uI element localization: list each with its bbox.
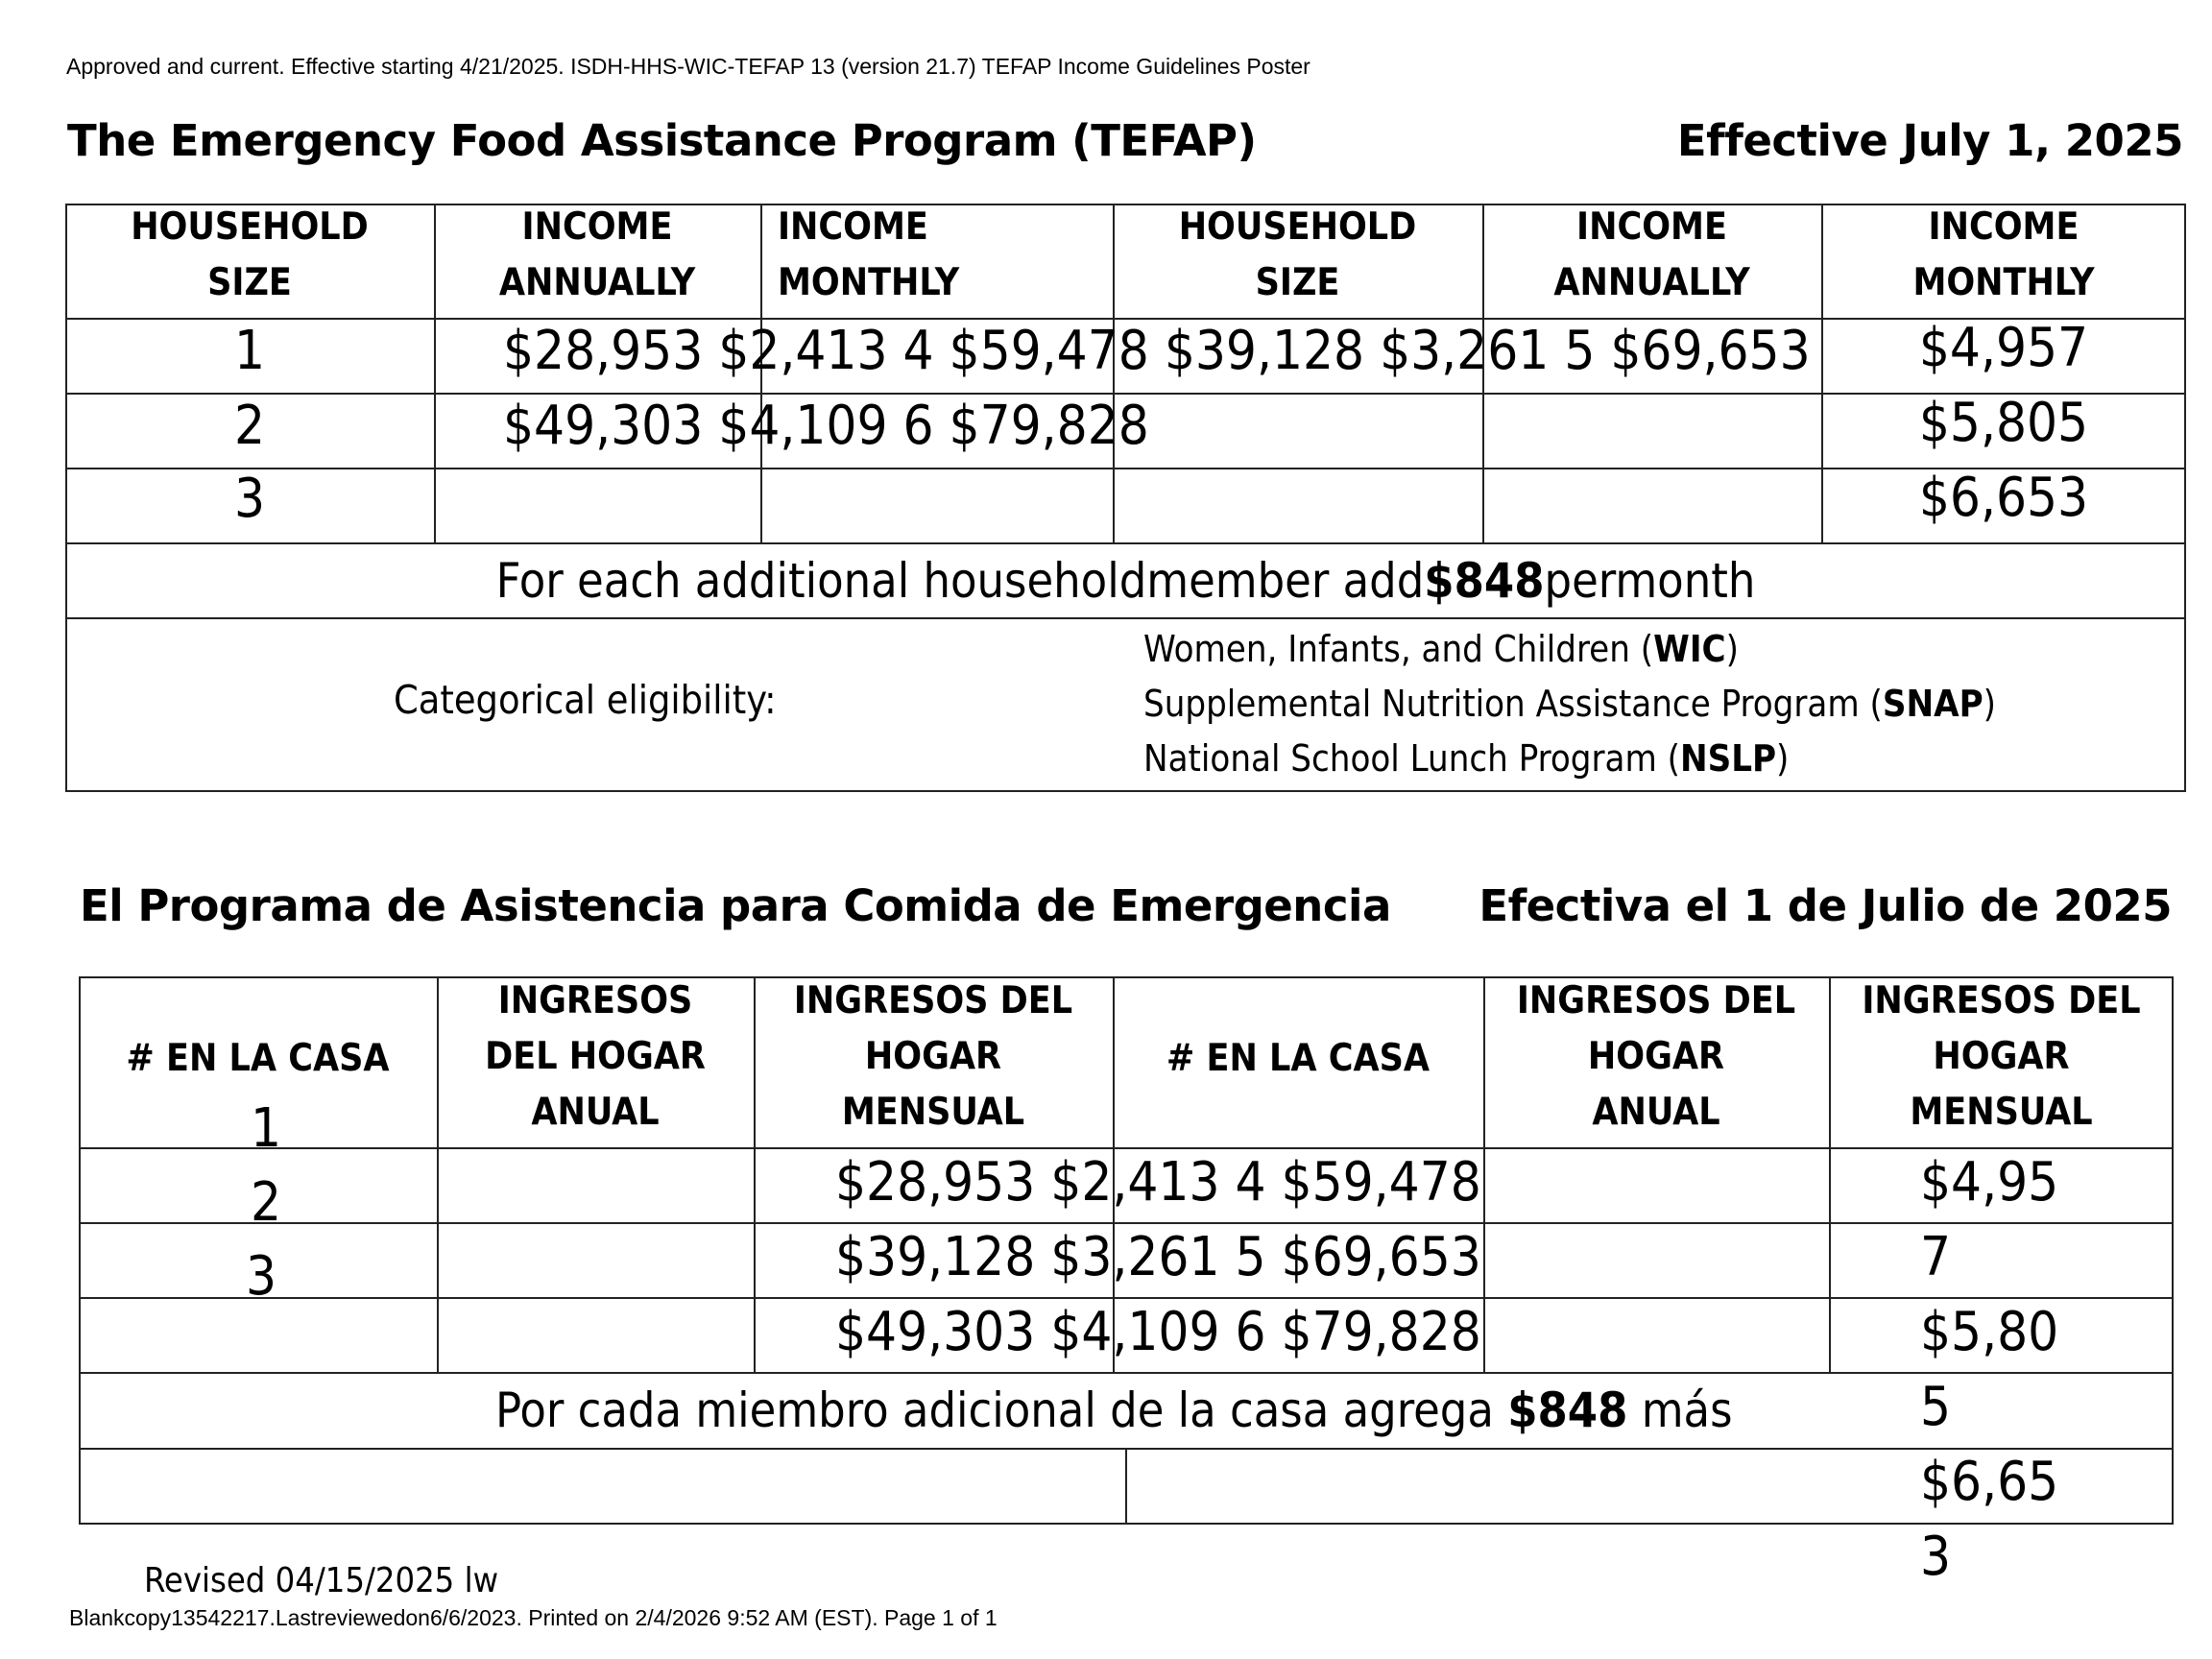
header-en-la-casa-2: # EN LA CASA (1166, 1037, 1431, 1080)
program-name: National School Lunch Program ( (1143, 737, 1680, 780)
row-1-household-size: 1 (233, 320, 266, 382)
es-monthly-fragment: $4,95 (1920, 1151, 2059, 1214)
es-monthly-fragment: 7 (1920, 1226, 1952, 1288)
table-rule (79, 1372, 2174, 1374)
program-close: ) (1776, 737, 1790, 780)
header-line: INGRESOS (497, 979, 693, 1022)
header-line: SIZE (1255, 261, 1340, 304)
header-line: HOUSEHOLD (1178, 205, 1417, 249)
es-monthly-fragment: $5,80 (1920, 1301, 2059, 1363)
spanish-effective-date: Efectiva el 1 de Julio de 2025 (1479, 880, 2172, 931)
header-income-annually-2 (1482, 200, 1821, 311)
header-line: HOGAR (1587, 1035, 1725, 1078)
es-monthly-fragment: 5 (1920, 1376, 1952, 1438)
header-line: MENSUAL (1910, 1091, 2093, 1134)
program-abbr: WIC (1653, 628, 1726, 670)
header-line: HOUSEHOLD (131, 205, 369, 249)
program-name: Supplemental Nutrition Assistance Program ( (1143, 683, 1883, 725)
program-close: ) (1725, 628, 1739, 670)
additional-note-text: Por cada miembro adicional de la casa agrega (495, 1382, 1508, 1438)
header-household-size (65, 200, 434, 311)
row-2-household-size: 2 (233, 395, 266, 457)
header-line: INGRESOS DEL (1862, 979, 2141, 1022)
es-size-3: 3 (245, 1245, 277, 1308)
header-line: INGRESOS DEL (793, 979, 1073, 1022)
header-line: MENSUAL (841, 1091, 1025, 1134)
header-income-monthly (778, 200, 1113, 311)
eligibility-program-snap (1143, 677, 1996, 732)
program-close: ) (1983, 683, 1996, 725)
header-line: ANNUALLY (1553, 261, 1750, 304)
es-row-2-income-values: $39,128 $3,261 5 $69,653 (835, 1226, 1481, 1288)
header-household-size-2 (1113, 200, 1482, 311)
document-footer: Blankcopy13542217.Lastreviewedon6/6/2023. Printed on 2/4/2026 9:52 AM (EST). Page 1 of 1 (69, 1605, 998, 1630)
es-row-3-income-values: $49,303 $4,109 6 $79,828 (835, 1301, 1481, 1363)
row-3-income-monthly: $6,653 (1918, 467, 2089, 529)
header-income-annually (434, 200, 760, 311)
additional-note-text: For each additional householdmember add (495, 553, 1425, 609)
row-3-household-size: 3 (233, 468, 266, 530)
header-en-la-casa: # EN LA CASA (126, 1037, 390, 1080)
additional-note-suffix: permonth (1544, 553, 1756, 609)
table-rule (65, 542, 2186, 544)
header-line: ANUAL (1592, 1091, 1720, 1134)
table-column-rule (1125, 1448, 1127, 1525)
additional-member-note (65, 547, 2186, 614)
table-rule (65, 617, 2186, 619)
header-line: INCOME (521, 205, 673, 249)
revised-note: Revised 04/15/2025 lw (144, 1561, 499, 1600)
english-effective-date: Effective July 1, 2025 (1676, 115, 2183, 166)
eligibility-program-nslp (1143, 732, 1996, 786)
additional-note-suffix: más (1627, 1382, 1733, 1438)
header-ingresos-mensual (754, 974, 1113, 1141)
eligibility-program-wic (1143, 622, 1996, 677)
document-header: Approved and current. Effective starting 4/21/2025. ISDH-HHS-WIC-TEFAP 13 (version 21.7) TEFAP Income Guidelines Poster (66, 54, 1310, 79)
header-line: DEL HOGAR (485, 1035, 706, 1078)
es-size-2: 2 (250, 1171, 282, 1234)
header-income-monthly-2 (1821, 200, 2186, 311)
program-abbr: SNAP (1882, 683, 1984, 725)
header-line: HOGAR (864, 1035, 1002, 1078)
categorical-eligibility-label: Categorical eligibility: (394, 677, 777, 723)
eligibility-program-list (1143, 622, 1996, 786)
header-line: INCOME (1928, 205, 2080, 249)
header-line: ANUAL (531, 1091, 660, 1134)
es-size-1: 1 (250, 1097, 282, 1160)
row-1-income-values: $28,953 $2,413 4 $59,478 $39,128 $3,261 5 $69,653 (503, 320, 1811, 382)
header-line: SIZE (207, 261, 292, 304)
row-2-income-values: $49,303 $4,109 6 $79,828 (503, 395, 1149, 457)
header-ingresos-mensual-2 (1829, 974, 2174, 1141)
english-title: The Emergency Food Assistance Program (TEFAP) (67, 115, 1257, 166)
spanish-title: El Programa de Asistencia para Comida de Emergencia (80, 880, 1391, 931)
header-line: INGRESOS DEL (1516, 979, 1796, 1022)
row-1-income-monthly: $4,957 (1918, 317, 2089, 379)
header-line: MONTHLY (1912, 261, 2095, 304)
header-line: MONTHLY (778, 261, 960, 304)
program-name: Women, Infants, and Children ( (1143, 628, 1654, 670)
additional-amount: $848 (1507, 1382, 1628, 1438)
header-line: INCOME (778, 205, 928, 249)
header-ingresos-anual-2 (1483, 974, 1829, 1141)
es-monthly-fragment: $6,65 (1920, 1451, 2059, 1513)
es-additional-member-note (495, 1377, 1733, 1444)
header-line: ANNUALLY (498, 261, 696, 304)
es-row-1-income-values: $28,953 $2,413 4 $59,478 (835, 1151, 1481, 1214)
header-ingresos-anual (437, 974, 754, 1141)
es-monthly-fragment: 3 (1920, 1526, 1952, 1588)
row-2-income-monthly: $5,805 (1918, 392, 2089, 454)
header-line: INCOME (1576, 205, 1727, 249)
additional-amount: $848 (1424, 553, 1545, 609)
program-abbr: NSLP (1679, 737, 1777, 780)
header-line: HOGAR (1933, 1035, 2070, 1078)
